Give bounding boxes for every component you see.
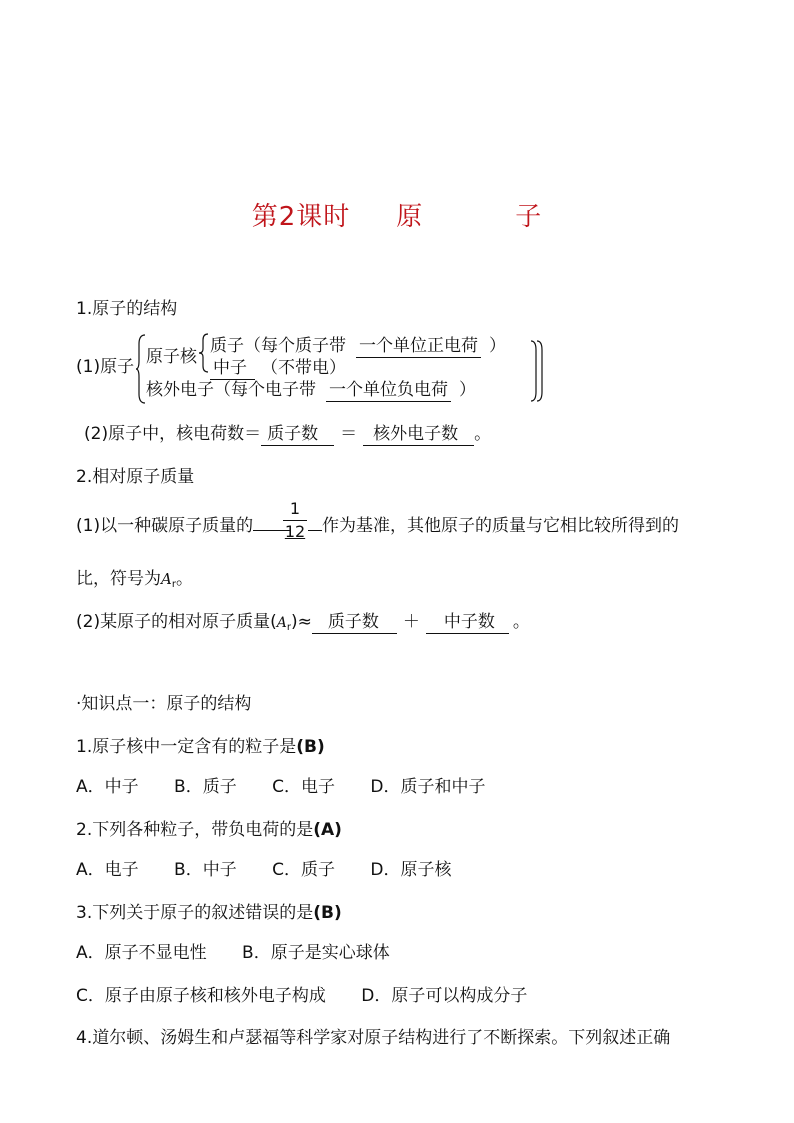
option-c: C．原子由原子核和核外电子构成: [76, 986, 326, 1006]
answer-2: (A): [313, 820, 342, 840]
question-2-options: [76, 855, 482, 880]
question-1: 1.原子核中一定含有的粒子是(B): [76, 737, 325, 757]
section2-line1b: 比，符号为$A_r$。: [76, 569, 193, 590]
fraction-one-twelfth: 1 12: [284, 499, 306, 541]
outer-brace-right: [530, 340, 544, 402]
answer-3: (B): [313, 903, 342, 923]
proton-answer: 一个单位正电荷: [356, 336, 481, 358]
nucleus-label: 原子核: [146, 347, 197, 367]
option-c: C．电子: [272, 777, 335, 797]
title-lesson: 第2课时: [251, 202, 351, 232]
option-d: D．质子和中子: [370, 777, 486, 797]
section2-line1: (1)以一种碳原子质量的: [76, 511, 291, 536]
question-4: 4.道尔顿、汤姆生和卢瑟福等科学家对原子结构进行了不断探索。下列叙述正确: [76, 1028, 671, 1048]
section2-line1-cont: 作为基准，其他原子的质量与它相比较所得到的: [308, 511, 679, 536]
nuclear-charge-answer-2: 核外电子数: [363, 424, 474, 446]
neutron-line: 中子 （不带电）: [210, 353, 346, 378]
proton-line: 质子（每个质子带 一个单位正电荷 ）: [210, 336, 506, 356]
page-title: [0, 196, 794, 233]
outer-brace-left: [136, 334, 146, 404]
nuclear-charge-answer-1: 质子数: [261, 424, 334, 446]
section2-heading: 2.相对原子质量: [76, 467, 195, 487]
mass-answer-1: 质子数: [312, 612, 397, 634]
title-char-1: 原: [396, 202, 424, 232]
section2-line2: (2)某原子的相对原子质量$(A_r)\approx$ 质子数 ＋ 中子数 。: [76, 612, 530, 633]
knowledge-heading: ·知识点一：原子的结构: [76, 694, 252, 714]
section1-line2: (2)原子中，核电荷数＝ 质子数 ＝ 核外电子数 。: [84, 424, 492, 444]
option-d: D．原子可以构成分子: [361, 986, 528, 1006]
option-a: A．电子: [76, 860, 139, 880]
question-1-options: [76, 772, 516, 797]
option-d: D．原子核: [370, 860, 452, 880]
mass-answer-2: 中子数: [426, 612, 509, 634]
question-3: 3.下列关于原子的叙述错误的是(B): [76, 903, 342, 923]
title-char-2: 子: [515, 202, 543, 232]
electron-answer: 一个单位负电荷: [326, 380, 451, 402]
option-c: C．质子: [272, 860, 335, 880]
question-3-options-row2: [76, 981, 557, 1006]
section1-heading: 1.原子的结构: [76, 299, 178, 319]
option-b: B．原子是实心球体: [242, 943, 390, 963]
question-2: 2.下列各种粒子，带负电荷的是(A): [76, 820, 342, 840]
option-b: B．质子: [174, 777, 237, 797]
atom-label: (1)原子: [76, 357, 135, 377]
electron-line: 核外电子（每个电子带 一个单位负电荷 ）: [146, 380, 476, 400]
inner-brace-left: [199, 333, 209, 373]
neutron-answer: 中子: [210, 358, 255, 380]
answer-1: (B): [296, 737, 325, 757]
option-a: A．中子: [76, 777, 139, 797]
question-3-options-row1: [76, 938, 420, 963]
option-a: A．原子不显电性: [76, 943, 207, 963]
option-b: B．中子: [174, 860, 237, 880]
